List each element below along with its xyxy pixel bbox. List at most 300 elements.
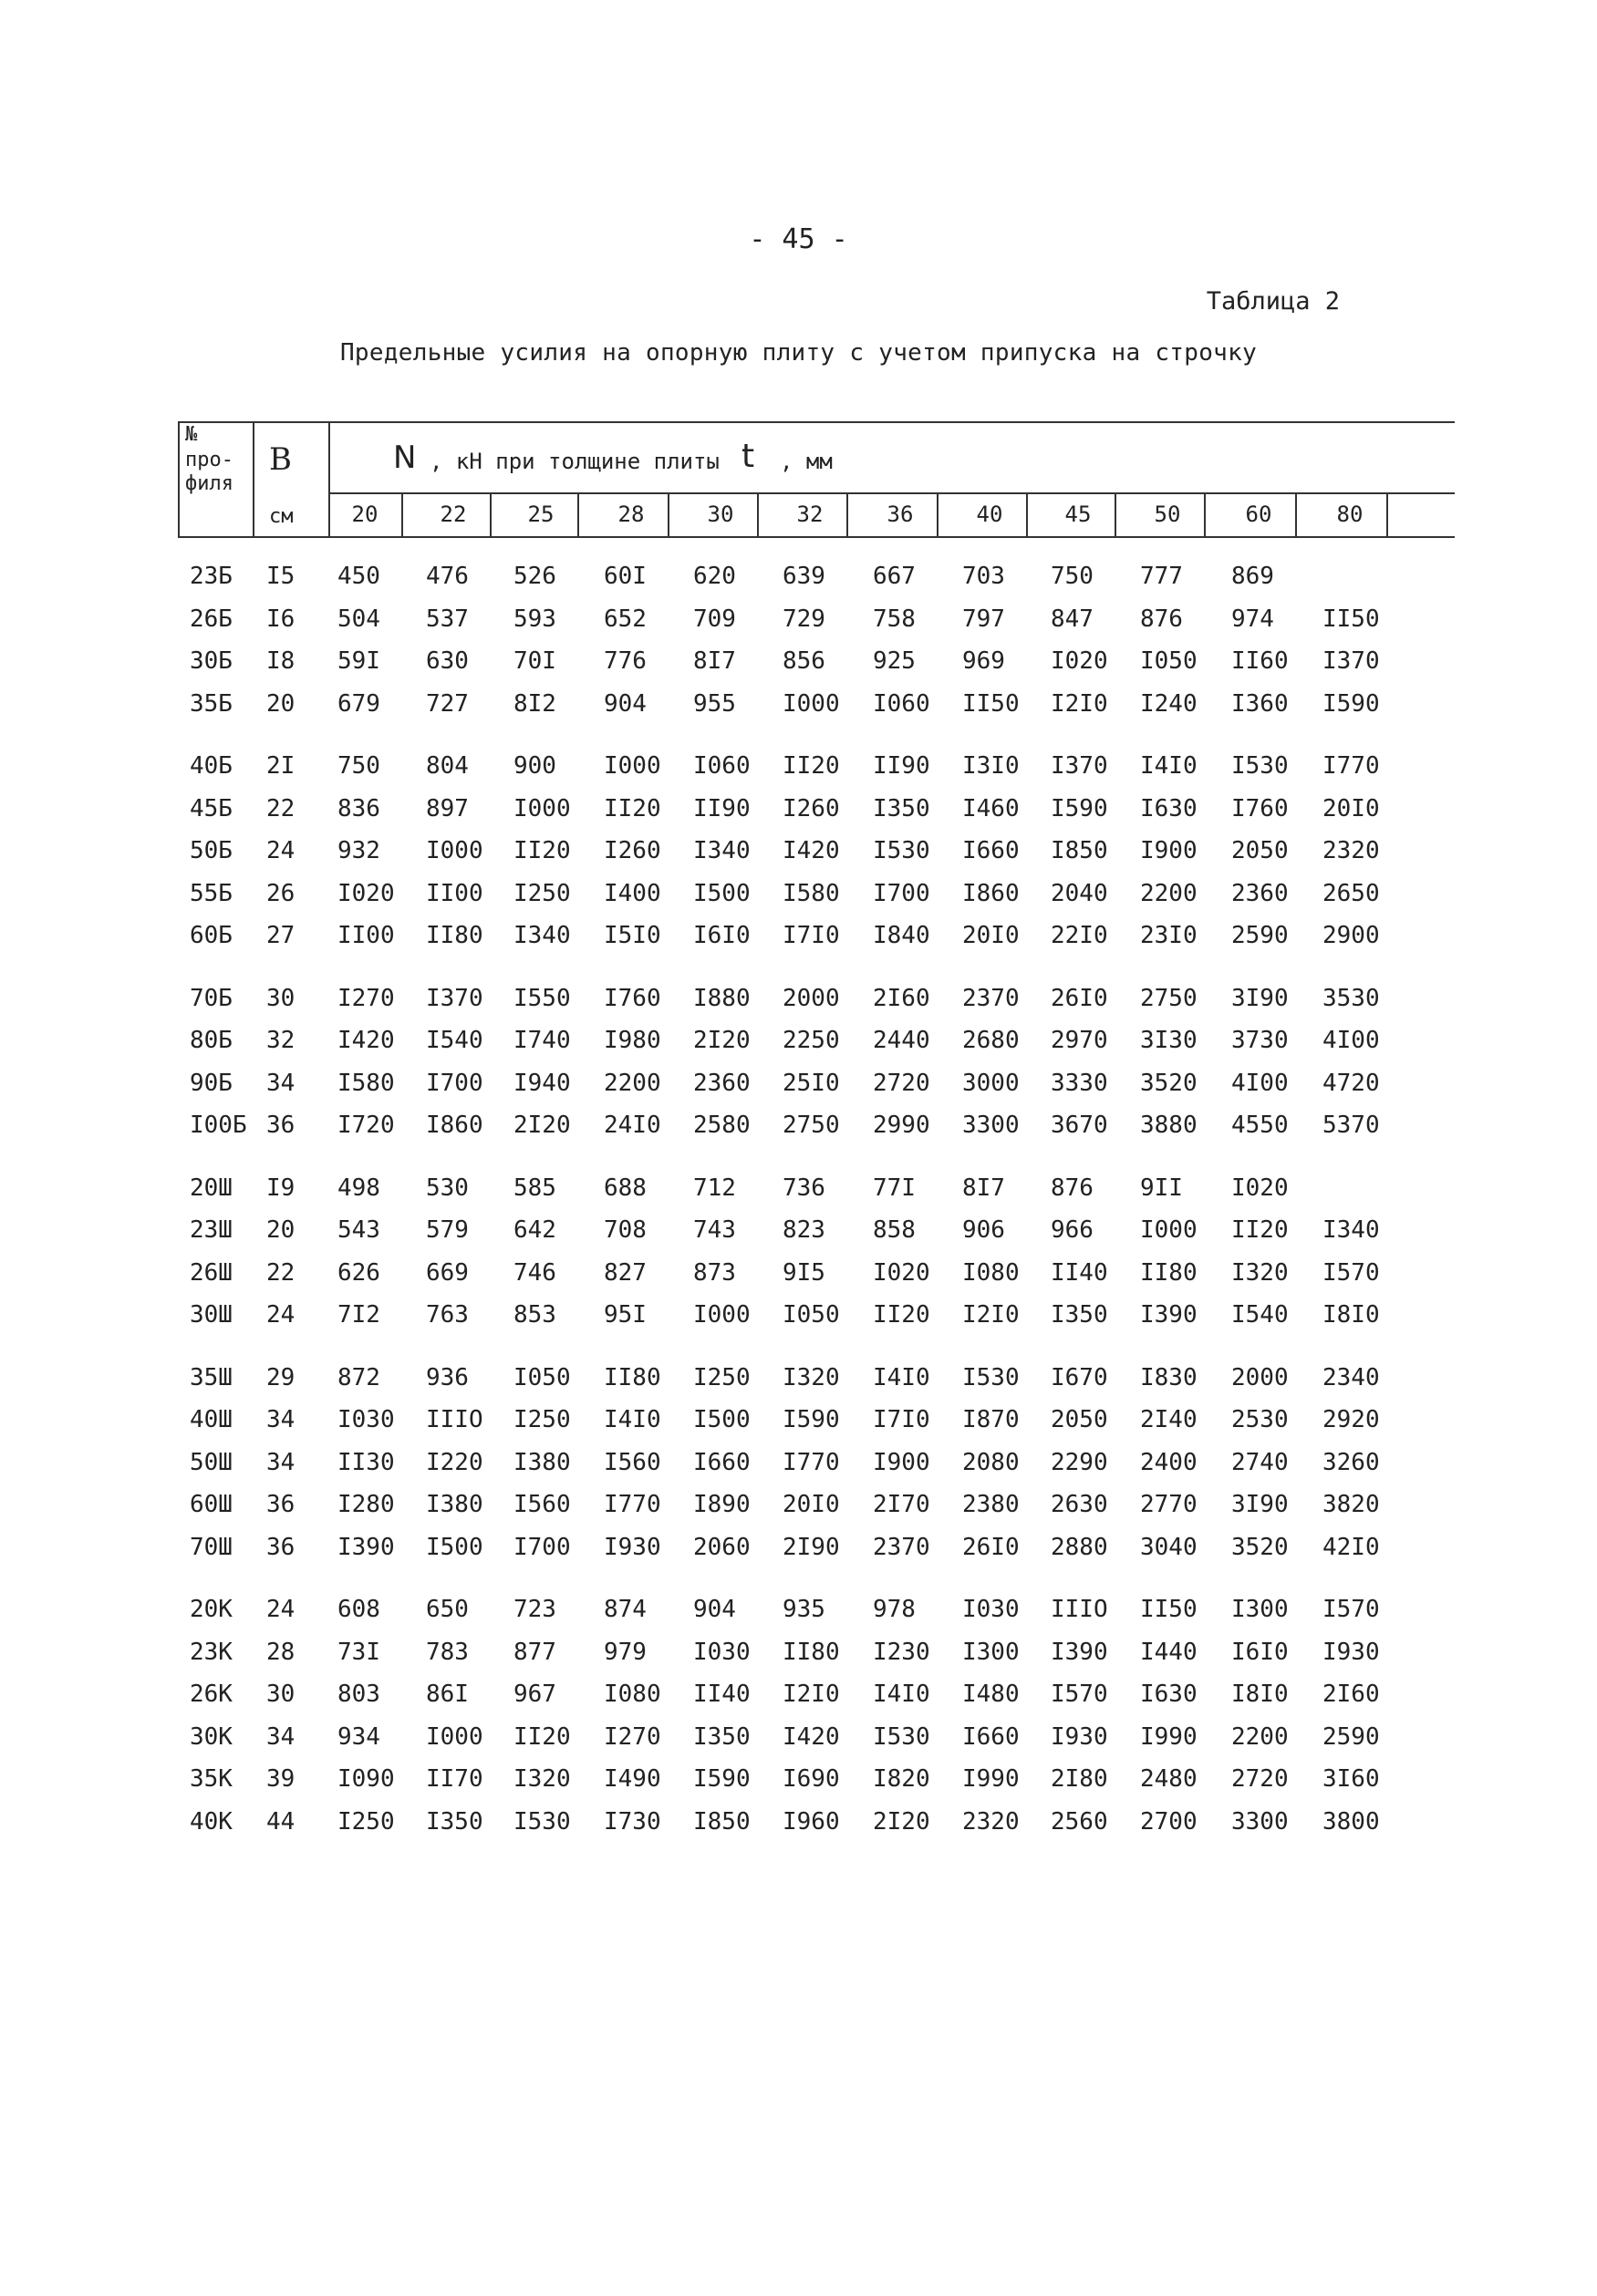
value-cell: I630	[1140, 1681, 1198, 1708]
value-cell: IIIO	[426, 1406, 483, 1433]
value-cell: 20I0	[962, 922, 1020, 949]
value-cell: 639	[783, 563, 825, 590]
thickness-col-30: 30	[707, 502, 734, 527]
value-cell: 2720	[1231, 1765, 1289, 1793]
value-cell: 2650	[1322, 879, 1380, 907]
value-cell: I020	[1231, 1174, 1289, 1202]
value-cell: I550	[513, 984, 571, 1012]
value-cell: 836	[337, 794, 380, 822]
n-label: , кН при толщине плиты	[430, 449, 720, 474]
value-cell: I300	[962, 1638, 1020, 1666]
value-cell: 777	[1140, 563, 1183, 590]
value-cell: 3I90	[1231, 984, 1289, 1012]
value-cell: I540	[426, 1027, 483, 1054]
value-cell: 2040	[1051, 879, 1108, 907]
table-label: Таблица 2	[1206, 287, 1340, 315]
value-cell: 3670	[1051, 1112, 1108, 1139]
value-cell: I700	[513, 1533, 571, 1561]
value-cell: 3820	[1322, 1491, 1380, 1518]
table-row	[0, 690, 1597, 727]
n-symbol: N	[393, 440, 417, 476]
value-cell: 70I	[513, 647, 556, 675]
value-cell: 904	[604, 689, 647, 718]
value-cell: 758	[873, 605, 916, 633]
thickness-col-22: 22	[440, 502, 467, 527]
value-cell: 2580	[693, 1112, 751, 1139]
value-cell: I370	[1051, 752, 1108, 780]
value-cell: II70	[426, 1765, 483, 1793]
value-cell: I700	[426, 1069, 483, 1097]
value-cell: 620	[693, 563, 736, 590]
b-cell: 20	[266, 689, 296, 718]
value-cell: I930	[604, 1533, 661, 1561]
value-cell: I080	[604, 1681, 661, 1708]
value-cell: I260	[604, 837, 661, 864]
thickness-col-60: 60	[1245, 502, 1272, 527]
value-cell: 626	[337, 1258, 380, 1287]
value-cell: II80	[604, 1363, 661, 1391]
b-cell: 27	[266, 922, 296, 949]
value-cell: 847	[1051, 605, 1094, 633]
value-cell: 876	[1140, 605, 1183, 633]
table-row	[0, 880, 1597, 916]
header-bottom-rule	[178, 536, 1455, 538]
value-cell: I350	[873, 794, 930, 822]
b-cell: 34	[266, 1069, 296, 1097]
t-unit: , мм	[780, 449, 833, 474]
profile-cell: 30К	[190, 1722, 233, 1751]
value-cell: I030	[337, 1406, 395, 1433]
value-cell: 3800	[1322, 1807, 1380, 1836]
value-cell: I730	[604, 1807, 661, 1836]
value-cell: 2080	[962, 1448, 1020, 1476]
value-cell: 3300	[1231, 1807, 1289, 1836]
value-cell: I030	[962, 1596, 1020, 1623]
value-cell: 2320	[962, 1807, 1020, 1836]
thickness-col-rule	[937, 492, 938, 538]
value-cell: I370	[426, 984, 483, 1012]
value-cell: 729	[783, 605, 825, 633]
value-cell: I060	[873, 689, 930, 718]
profile-cell: 26Б	[190, 605, 233, 633]
profile-cell: 45Б	[190, 794, 233, 822]
value-cell: 77I	[873, 1174, 916, 1202]
b-cell: 44	[266, 1807, 296, 1836]
value-cell: 450	[337, 563, 380, 590]
value-cell: 20I0	[1322, 794, 1380, 822]
value-cell: I990	[962, 1765, 1020, 1793]
table-row	[0, 605, 1597, 642]
value-cell: I000	[604, 752, 661, 780]
value-cell: I4I0	[1140, 752, 1198, 780]
value-cell: 2750	[1140, 984, 1198, 1012]
value-cell: 679	[337, 689, 380, 718]
value-cell: I890	[693, 1491, 751, 1518]
value-cell: I940	[513, 1069, 571, 1097]
value-cell: 9II	[1140, 1174, 1183, 1202]
b-cell: 39	[266, 1765, 296, 1793]
thickness-col-32: 32	[796, 502, 824, 527]
table-row	[0, 1723, 1597, 1760]
value-cell: I900	[873, 1448, 930, 1476]
value-cell: 712	[693, 1174, 736, 1202]
value-cell: 608	[337, 1596, 380, 1623]
value-cell: 2380	[962, 1491, 1020, 1518]
value-cell: I480	[962, 1681, 1020, 1708]
value-cell: I500	[426, 1533, 483, 1561]
profile-cell: 70Б	[190, 984, 233, 1012]
table-row	[0, 1301, 1597, 1338]
value-cell: 2000	[1231, 1363, 1289, 1391]
value-cell: 2I40	[1140, 1406, 1198, 1433]
value-cell: 8I2	[513, 689, 556, 718]
t-symbol: t	[741, 438, 755, 475]
value-cell: 2560	[1051, 1807, 1108, 1836]
value-cell: 2I60	[873, 984, 930, 1012]
value-cell: 932	[337, 837, 380, 864]
value-cell: I6I0	[693, 922, 751, 949]
value-cell: 498	[337, 1174, 380, 1202]
value-cell: 4I00	[1322, 1027, 1380, 1054]
value-cell: I770	[783, 1448, 840, 1476]
value-cell: 2480	[1140, 1765, 1198, 1793]
b-label: B	[269, 441, 292, 478]
profile-cell: 50Б	[190, 837, 233, 864]
profile-cell: 80Б	[190, 1027, 233, 1054]
value-cell: I860	[426, 1112, 483, 1139]
thickness-col-rule	[1115, 492, 1116, 538]
thickness-col-20: 20	[351, 502, 379, 527]
value-cell: I570	[1051, 1681, 1108, 1708]
thickness-col-45: 45	[1064, 502, 1092, 527]
value-cell: 978	[873, 1596, 916, 1623]
value-cell: II60	[1231, 647, 1289, 675]
value-cell: 630	[426, 647, 469, 675]
b-cell: 36	[266, 1491, 296, 1518]
value-cell: I260	[783, 794, 840, 822]
b-cell: I5	[266, 563, 296, 590]
value-cell: II90	[693, 794, 751, 822]
value-cell: I3I0	[962, 752, 1020, 780]
value-cell: I490	[604, 1765, 661, 1793]
value-cell: 856	[783, 647, 825, 675]
value-cell: 3040	[1140, 1533, 1198, 1561]
value-cell: 3730	[1231, 1027, 1289, 1054]
value-cell: 783	[426, 1638, 469, 1666]
value-cell: 979	[604, 1638, 647, 1666]
value-cell: I350	[693, 1722, 751, 1751]
value-cell: 969	[962, 647, 1005, 675]
table-row	[0, 563, 1597, 599]
value-cell: 42I0	[1322, 1533, 1380, 1561]
value-cell: 2I70	[873, 1491, 930, 1518]
value-cell: I380	[426, 1491, 483, 1518]
thickness-col-rule	[1026, 492, 1028, 538]
value-cell: 23I0	[1140, 922, 1198, 949]
table-row	[0, 1534, 1597, 1570]
value-cell: II50	[1322, 605, 1380, 633]
value-cell: 2630	[1051, 1491, 1108, 1518]
value-cell: 2990	[873, 1112, 930, 1139]
value-cell: I690	[783, 1765, 840, 1793]
value-cell: 688	[604, 1174, 647, 1202]
value-cell: I000	[693, 1301, 751, 1329]
value-cell: I340	[513, 922, 571, 949]
value-cell: I250	[513, 1406, 571, 1433]
value-cell: I860	[962, 879, 1020, 907]
value-cell: 2880	[1051, 1533, 1108, 1561]
value-cell: 20I0	[783, 1491, 840, 1518]
value-cell: I990	[1140, 1722, 1198, 1751]
value-cell: I820	[873, 1765, 930, 1793]
value-cell: 95I	[604, 1301, 647, 1329]
value-cell: 4I00	[1231, 1069, 1289, 1097]
value-cell: 2720	[873, 1069, 930, 1097]
value-cell: II40	[693, 1681, 751, 1708]
value-cell: 966	[1051, 1216, 1094, 1244]
value-cell: 585	[513, 1174, 556, 1202]
value-cell: II20	[783, 752, 840, 780]
value-cell: II20	[1231, 1216, 1289, 1244]
value-cell: I250	[693, 1363, 751, 1391]
value-cell: I390	[1140, 1301, 1198, 1329]
value-cell: 8I7	[693, 647, 736, 675]
table-row	[0, 985, 1597, 1021]
value-cell: I660	[962, 1722, 1020, 1751]
value-cell: 3880	[1140, 1112, 1198, 1139]
value-cell: II20	[513, 837, 571, 864]
value-cell: I530	[873, 837, 930, 864]
value-cell: 543	[337, 1216, 380, 1244]
value-cell: 2290	[1051, 1448, 1108, 1476]
value-cell: 925	[873, 647, 916, 675]
value-cell: I500	[693, 1406, 751, 1433]
value-cell: I770	[604, 1491, 661, 1518]
value-cell: I580	[337, 1069, 395, 1097]
value-cell: 7I2	[337, 1301, 380, 1329]
profile-label-filya: филя	[185, 472, 233, 495]
value-cell: 2I20	[513, 1112, 571, 1139]
header-left-rule	[178, 421, 180, 538]
value-cell: 763	[426, 1301, 469, 1329]
value-cell: 2050	[1231, 837, 1289, 864]
value-cell: II50	[962, 689, 1020, 718]
value-cell: 2400	[1140, 1448, 1198, 1476]
value-cell: II50	[1140, 1596, 1198, 1623]
value-cell: I570	[1322, 1258, 1380, 1287]
b-cell: 32	[266, 1027, 296, 1054]
value-cell: I250	[513, 879, 571, 907]
value-cell: 504	[337, 605, 380, 633]
value-cell: 2I20	[693, 1027, 751, 1054]
table-row	[0, 1765, 1597, 1802]
value-cell: 3520	[1140, 1069, 1198, 1097]
table-row	[0, 647, 1597, 684]
page-number: - 45 -	[749, 223, 848, 255]
value-cell: I530	[962, 1363, 1020, 1391]
table-row	[0, 1681, 1597, 1717]
value-cell: 2370	[873, 1533, 930, 1561]
value-cell: 877	[513, 1638, 556, 1666]
value-cell: I7I0	[783, 922, 840, 949]
value-cell: I4I0	[873, 1681, 930, 1708]
table-row	[0, 795, 1597, 832]
b-cell: I6	[266, 605, 296, 633]
value-cell: I530	[513, 1807, 571, 1836]
value-cell: I030	[693, 1638, 751, 1666]
profile-cell: 20К	[190, 1596, 233, 1623]
value-cell: I880	[693, 984, 751, 1012]
table-row	[0, 1216, 1597, 1253]
value-cell: 530	[426, 1174, 469, 1202]
value-cell: I760	[604, 984, 661, 1012]
value-cell: I340	[693, 837, 751, 864]
value-cell: I230	[873, 1638, 930, 1666]
value-cell: 935	[783, 1596, 825, 1623]
value-cell: 2680	[962, 1027, 1020, 1054]
value-cell: I540	[1231, 1301, 1289, 1329]
value-cell: 73I	[337, 1638, 380, 1666]
profile-cell: 40К	[190, 1807, 233, 1836]
table-row	[0, 752, 1597, 789]
value-cell: 776	[604, 647, 647, 675]
value-cell: 650	[426, 1596, 469, 1623]
value-cell: 2360	[693, 1069, 751, 1097]
profile-cell: 30Б	[190, 647, 233, 675]
value-cell: 869	[1231, 563, 1274, 590]
value-cell: IIIO	[1051, 1596, 1108, 1623]
value-cell: 3520	[1231, 1533, 1289, 1561]
value-cell: 2700	[1140, 1807, 1198, 1836]
value-cell: 26I0	[962, 1533, 1020, 1561]
value-cell: I930	[1051, 1722, 1108, 1751]
value-cell: 2970	[1051, 1027, 1108, 1054]
value-cell: I420	[337, 1027, 395, 1054]
value-cell: 2770	[1140, 1491, 1198, 1518]
table-row	[0, 1639, 1597, 1675]
value-cell: I350	[1051, 1301, 1108, 1329]
profile-cell: 40Ш	[190, 1406, 233, 1433]
value-cell: I270	[604, 1722, 661, 1751]
value-cell: I320	[783, 1363, 840, 1391]
profile-cell: 90Б	[190, 1069, 233, 1097]
value-cell: 804	[426, 752, 469, 780]
header-top-rule	[178, 421, 1455, 423]
profile-cell: 26Ш	[190, 1258, 233, 1287]
value-cell: 2590	[1322, 1722, 1380, 1751]
b-cell: 34	[266, 1448, 296, 1476]
thickness-col-40: 40	[976, 502, 1003, 527]
value-cell: I560	[604, 1448, 661, 1476]
value-cell: I300	[1231, 1596, 1289, 1623]
table-title: Предельные усилия на опорную плиту с учетом припуска на строчку	[339, 339, 1258, 367]
value-cell: I2I0	[962, 1301, 1020, 1329]
value-cell: I8I0	[1322, 1301, 1380, 1329]
value-cell: 955	[693, 689, 736, 718]
thickness-col-rule	[1386, 492, 1388, 538]
value-cell: 936	[426, 1363, 469, 1391]
value-cell: 3260	[1322, 1448, 1380, 1476]
value-cell: 2I90	[783, 1533, 840, 1561]
value-cell: 669	[426, 1258, 469, 1287]
value-cell: I660	[962, 837, 1020, 864]
value-cell: 872	[337, 1363, 380, 1391]
value-cell: 25I0	[783, 1069, 840, 1097]
value-cell: 642	[513, 1216, 556, 1244]
b-cell: 29	[266, 1363, 296, 1391]
b-cell: 28	[266, 1638, 296, 1666]
value-cell: 2200	[1231, 1722, 1289, 1751]
value-cell: I580	[783, 879, 840, 907]
profile-cell: 50Ш	[190, 1448, 233, 1476]
value-cell: I000	[426, 1722, 483, 1751]
value-cell: 3I30	[1140, 1027, 1198, 1054]
value-cell: 26I0	[1051, 984, 1108, 1012]
b-cell: 30	[266, 1681, 296, 1708]
table-row	[0, 1808, 1597, 1845]
value-cell: 2530	[1231, 1406, 1289, 1433]
header-mid-rule	[330, 492, 1455, 494]
table-row	[0, 1406, 1597, 1443]
value-cell: 4720	[1322, 1069, 1380, 1097]
value-cell: I020	[1051, 647, 1108, 675]
value-cell: 5370	[1322, 1112, 1380, 1139]
value-cell: 8I7	[962, 1174, 1005, 1202]
profile-cell: 55Б	[190, 879, 233, 907]
value-cell: 2440	[873, 1027, 930, 1054]
value-cell: 60I	[604, 563, 647, 590]
value-cell: I460	[962, 794, 1020, 822]
value-cell: 974	[1231, 605, 1274, 633]
value-cell: 906	[962, 1216, 1005, 1244]
value-cell: I830	[1140, 1363, 1198, 1391]
value-cell: 476	[426, 563, 469, 590]
value-cell: 803	[337, 1681, 380, 1708]
value-cell: 3I60	[1322, 1765, 1380, 1793]
value-cell: 579	[426, 1216, 469, 1244]
profile-label-pro: про-	[185, 449, 233, 471]
value-cell: 2320	[1322, 837, 1380, 864]
value-cell: I980	[604, 1027, 661, 1054]
profile-cell: 35К	[190, 1765, 233, 1793]
value-cell: I4I0	[604, 1406, 661, 1433]
value-cell: 746	[513, 1258, 556, 1287]
value-cell: I8I0	[1231, 1681, 1289, 1708]
profile-cell: 35Б	[190, 689, 233, 718]
thickness-col-80: 80	[1336, 502, 1364, 527]
value-cell: 4550	[1231, 1112, 1289, 1139]
value-cell: I390	[337, 1533, 395, 1561]
profile-label-no: №	[185, 423, 198, 446]
value-cell: I960	[783, 1807, 840, 1836]
thickness-col-rule	[668, 492, 669, 538]
value-cell: I250	[337, 1807, 395, 1836]
value-cell: I060	[693, 752, 751, 780]
value-cell: 593	[513, 605, 556, 633]
value-cell: 897	[426, 794, 469, 822]
value-cell: I700	[873, 879, 930, 907]
table-row	[0, 1070, 1597, 1106]
value-cell: I720	[337, 1112, 395, 1139]
value-cell: 526	[513, 563, 556, 590]
value-cell: 876	[1051, 1174, 1094, 1202]
value-cell: 900	[513, 752, 556, 780]
value-cell: 2360	[1231, 879, 1289, 907]
b-cell: I9	[266, 1174, 296, 1202]
value-cell: I000	[426, 837, 483, 864]
profile-cell: 20Ш	[190, 1174, 233, 1202]
value-cell: 3300	[962, 1112, 1020, 1139]
